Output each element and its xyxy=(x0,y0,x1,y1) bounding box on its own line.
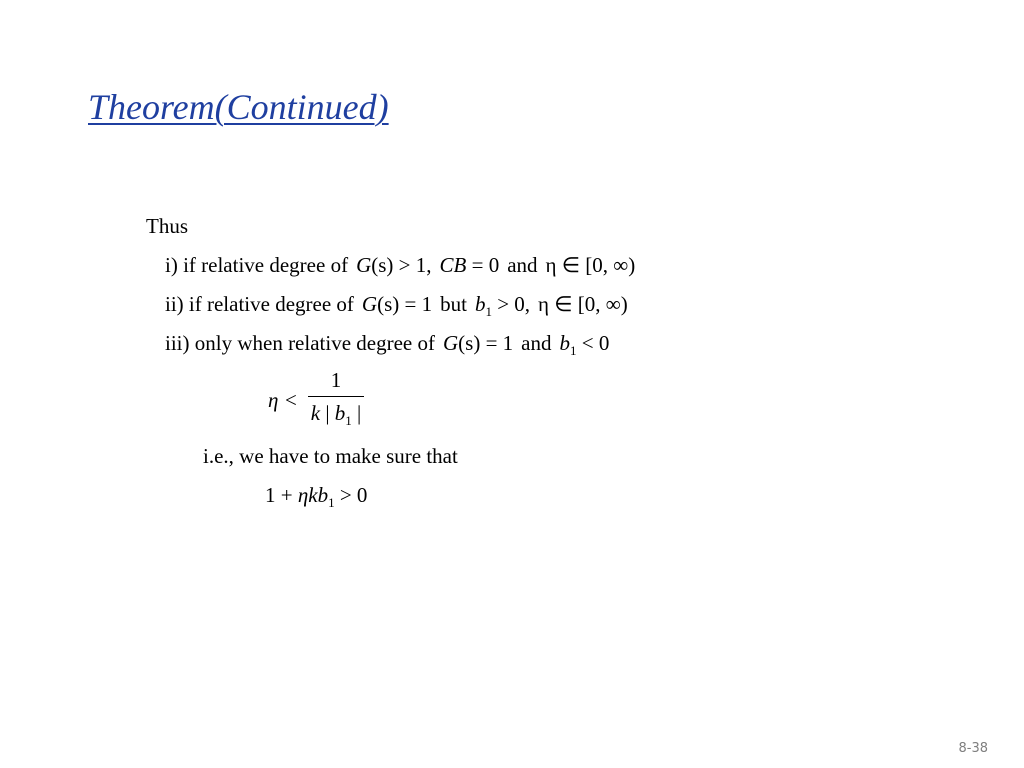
line3-paren: (s) = 1 xyxy=(458,331,514,355)
line1-and: and xyxy=(507,253,538,277)
line1-prefix: i) if relative degree of xyxy=(165,253,349,277)
ineq-numerator: 1 xyxy=(330,368,342,392)
condition-line-1 xyxy=(165,255,635,276)
line3-and: and xyxy=(521,331,552,355)
ie-text: i.e., we have to make sure that xyxy=(203,444,458,468)
line3-G: G xyxy=(442,331,459,355)
line3-b-rel: < 0 xyxy=(581,331,610,355)
den-bar-open: | xyxy=(325,401,335,425)
cond-pre: 1 + xyxy=(265,483,298,507)
line2-but: but xyxy=(440,292,467,316)
line2-b-rel: > 0, xyxy=(497,292,531,316)
line3-b: b xyxy=(559,331,570,355)
fraction-bar xyxy=(308,396,364,397)
line1-G: G xyxy=(356,253,372,277)
line2-eta-expr: η ∈ [0, ∞) xyxy=(538,292,628,316)
cond-rel: > 0 xyxy=(334,483,368,507)
ineq-fraction xyxy=(308,368,364,429)
den-k: k xyxy=(310,401,321,425)
line1-CB: CB xyxy=(439,253,467,277)
den-sub: 1 xyxy=(345,413,352,428)
condition-line-3 xyxy=(165,333,609,357)
line2-prefix: ii) if relative degree of xyxy=(165,292,354,316)
den-b: b xyxy=(334,401,346,425)
thus-text: Thus xyxy=(146,214,188,238)
page-number: 8-38 xyxy=(958,741,988,756)
ineq-lhs: η < xyxy=(268,388,298,412)
line2-paren: (s) = 1 xyxy=(377,292,433,316)
cond-sub: 1 xyxy=(328,495,335,510)
line1-cb-eq: = 0 xyxy=(471,253,500,277)
line2-b-sub: 1 xyxy=(485,304,492,319)
line2-G: G xyxy=(361,292,378,316)
cond-eta: η xyxy=(297,483,309,507)
line1-paren: (s) > 1, xyxy=(371,253,432,277)
den-bar-close: | xyxy=(351,401,362,425)
slide-title: Theorem(Continued) xyxy=(88,87,389,127)
line3-b-sub: 1 xyxy=(570,343,577,358)
condition-line-2 xyxy=(165,294,628,318)
condition-final xyxy=(265,485,367,509)
ineq-denominator xyxy=(308,401,364,429)
line1-eta-expr: η ∈ [0, ∞) xyxy=(545,253,636,277)
line3-prefix: iii) only when relative degree of xyxy=(165,331,435,355)
cond-kb: kb xyxy=(308,483,329,507)
line2-b: b xyxy=(474,292,486,316)
